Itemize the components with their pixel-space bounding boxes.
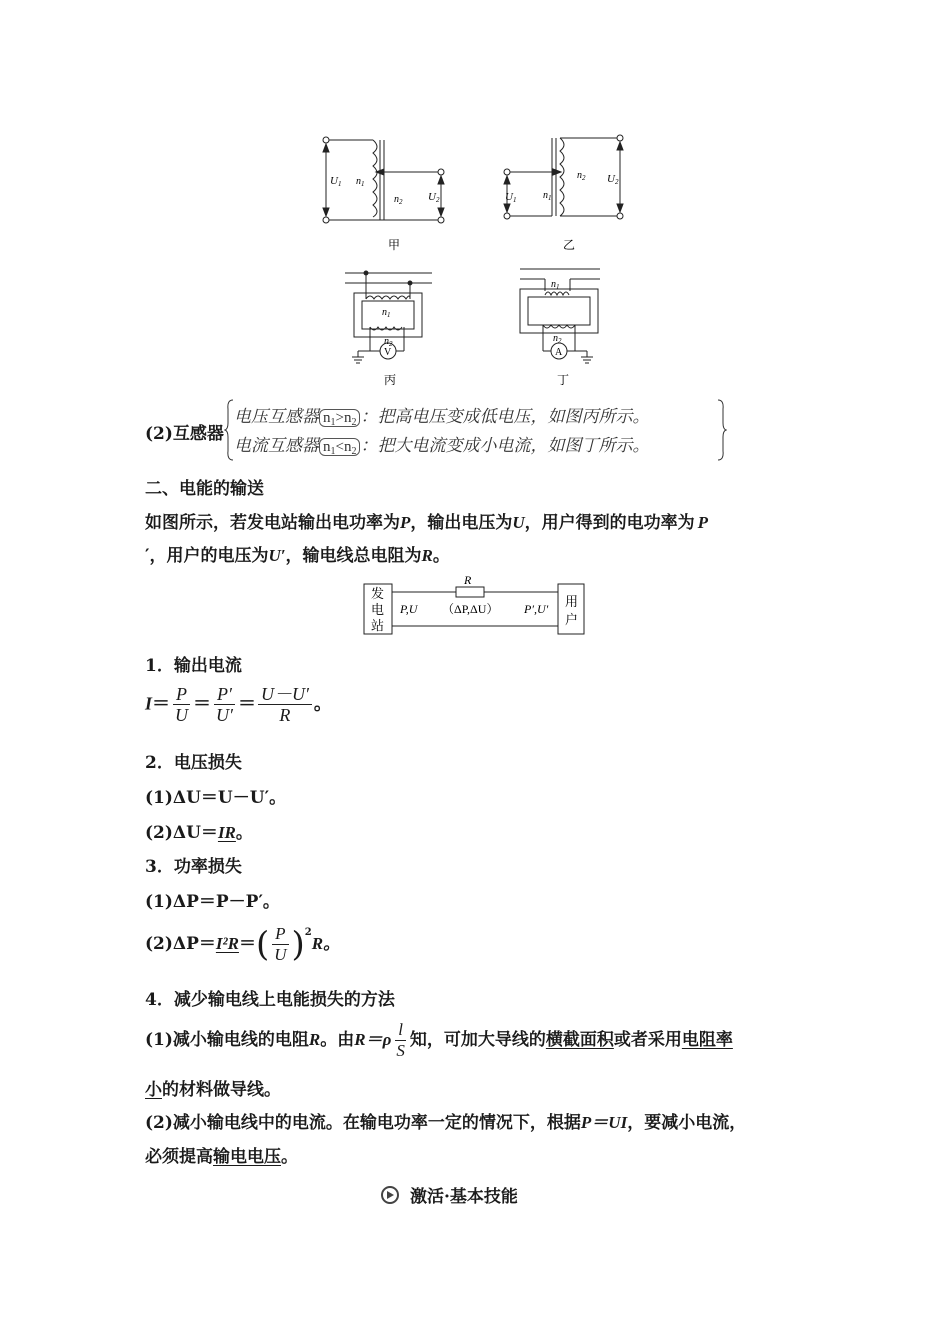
output-current-formula: I＝ $\frac{P}{U}$ ＝ $\frac{P'}{U'}$ ＝ $\frac{U-U'}{R}$ 。 — [145, 684, 332, 725]
station-output-label: P,U — [400, 602, 418, 616]
heading-output-current: 1．输出电流 — [145, 656, 242, 676]
power-loss-1: (1)ΔP＝P－P′。 — [145, 892, 280, 912]
answer-i2r: I²R — [215, 934, 239, 953]
intro-line-1: 如图所示，若发电站输出电功率为P，输出电压为U，用户得到的电功率为 P — [145, 513, 709, 533]
current-transformer-line: 电流互感器 $n_1<n_2$ ：把大电流变成小电流，如图丁所示。 — [234, 436, 650, 457]
section-marker-title: 激活·基本技能 — [410, 1187, 518, 1207]
heading-methods: 4．减少输电线上电能损失的方法 — [145, 990, 395, 1010]
bing-n1-label: $n_1$ — [382, 307, 391, 319]
transformer-figure-ding — [515, 265, 615, 390]
yi-n2-label: $n_2$ — [577, 170, 586, 182]
station-char-3: 站 — [371, 618, 385, 633]
ammeter-icon: A — [555, 347, 563, 358]
answer-transmission-voltage: 输电电压 — [213, 1147, 281, 1167]
user-char-1: 用 — [565, 594, 579, 609]
method-2-line-1: (2)减小输电线中的电流。在输电功率一定的情况下，根据P＝UI，要减小电流， — [145, 1113, 747, 1133]
transmission-diagram — [362, 572, 588, 638]
transformer-figure-jia — [318, 130, 468, 255]
voltage-loss-1: (1)ΔU＝U－U′。 — [145, 788, 287, 808]
yi-n1-label: $n_1$ — [543, 190, 552, 202]
jia-u1-label: U1 — [330, 175, 342, 188]
jia-n2-label: $n_2$ — [394, 194, 403, 206]
yi-caption: 乙 — [563, 238, 576, 252]
station-char-2: 电 — [371, 602, 385, 617]
resistor-label: R — [464, 573, 472, 587]
method-1-line-1: (1)减小输电线的电阻R。由R＝ρ $\frac{l}{S}$ 知，可加大导线的横截面积或者采用电阻率 — [145, 1020, 733, 1060]
method-2-line-2: 必须提高输电电压。 — [145, 1147, 298, 1167]
yi-u1-label: U1 — [505, 191, 517, 204]
answer-cross-section: 横截面积 — [545, 1030, 614, 1050]
heading-voltage-loss: 2．电压损失 — [145, 753, 242, 773]
voltage-loss-2: (2)ΔU＝IR。 — [145, 823, 253, 843]
right-brace-icon — [717, 399, 727, 461]
user-input-label: P′,U′ — [524, 602, 549, 616]
jia-caption: 甲 — [388, 238, 401, 252]
transformer-prefix: (2)互感器 — [145, 424, 224, 444]
section-heading: 二、电能的输送 — [145, 479, 264, 499]
transformer-figure-bing — [340, 265, 440, 390]
ding-n2-label: $n_2$ — [553, 333, 562, 345]
method-1-line-2: 小的材料做导线。 — [145, 1080, 281, 1100]
bing-caption: 丙 — [384, 373, 397, 387]
ding-caption: 丁 — [557, 373, 570, 387]
station-char-1: 发 — [371, 586, 385, 601]
loss-label: （ΔP,ΔU） — [442, 602, 499, 616]
bing-n2-label: $n_2$ — [384, 336, 393, 348]
jia-n1-label: $n_1$ — [356, 176, 365, 188]
answer-ir: IR — [217, 823, 236, 842]
jia-u2-label: U2 — [428, 191, 440, 204]
intro-line-2: ′，用户的电压为U′，输电线总电阻为R。 — [145, 546, 450, 566]
answer-resistivity: 电阻率 — [681, 1030, 733, 1050]
power-loss-2: (2)ΔP＝I²R＝( $\frac{P}{U}$ )$^2$R。 — [145, 924, 341, 965]
play-circle-icon — [378, 1185, 402, 1205]
yi-u2-label: U2 — [607, 173, 619, 186]
heading-power-loss: 3．功率损失 — [145, 857, 242, 877]
ding-n1-label: $n_1$ — [551, 279, 560, 291]
user-char-2: 户 — [565, 612, 579, 627]
section-marker — [378, 1182, 518, 1207]
left-brace-icon — [224, 399, 234, 461]
voltage-transformer-line: 电压互感器 $n_1>n_2$ ：把高电压变成低电压，如图丙所示。 — [234, 407, 650, 428]
voltmeter-icon: V — [384, 347, 392, 358]
transformer-figure-yi — [495, 130, 635, 255]
